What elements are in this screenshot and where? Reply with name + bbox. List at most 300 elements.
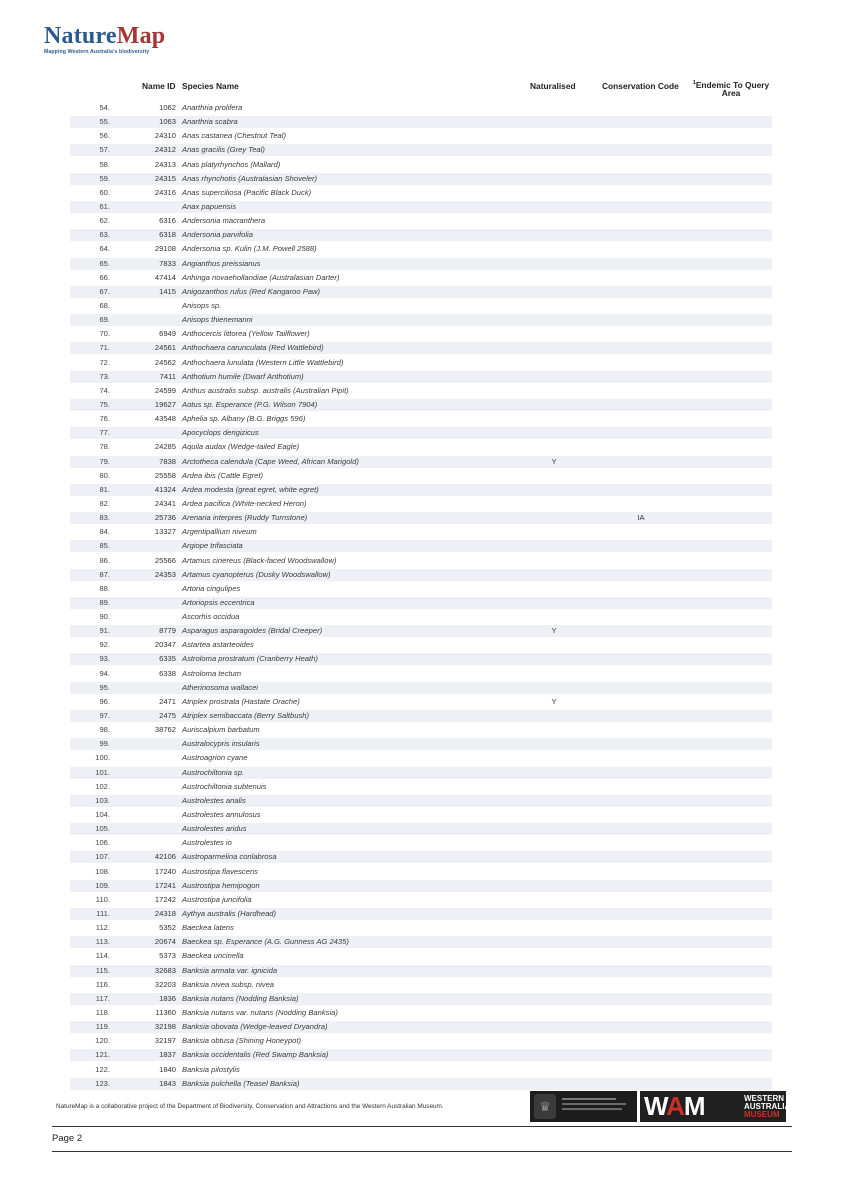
species-name-cell: Anas castanea (Chestnut Teal) <box>182 131 286 141</box>
name-id-cell: 25736 <box>154 513 176 523</box>
table-row <box>0 370 843 384</box>
row-number: 109. <box>95 880 110 890</box>
row-number: 76. <box>99 414 110 424</box>
table-row <box>0 285 843 299</box>
species-name-cell: Angianthus preissianus <box>182 258 261 268</box>
species-name-cell: Aythya australis (Hardhead) <box>182 909 277 919</box>
row-number: 61. <box>99 201 110 211</box>
table-row <box>0 921 843 935</box>
name-id-cell: 1415 <box>159 286 176 296</box>
row-number: 112. <box>95 923 110 933</box>
table-row <box>0 200 843 214</box>
name-id-cell: 1063 <box>159 117 176 127</box>
row-number: 72. <box>99 357 110 367</box>
table-row <box>0 1063 843 1077</box>
table-row <box>0 907 843 921</box>
table-row <box>0 610 843 624</box>
table-row <box>0 624 843 638</box>
species-name-cell: Banksia nutans var. nutans (Nodding Banksia) <box>182 1008 338 1017</box>
name-id-cell: 24313 <box>154 159 176 169</box>
table-row <box>0 992 843 1006</box>
table-row <box>0 398 843 412</box>
footer-note: NatureMap is a collaborative project of the Department of Biodiversity, Conservation and Attractions and the Western Australian Museum. <box>56 1103 444 1110</box>
row-number: 94. <box>99 668 110 678</box>
table-row <box>0 568 843 582</box>
table-row <box>0 440 843 454</box>
name-id-cell: 7833 <box>159 258 176 268</box>
name-id-cell: 7838 <box>159 456 176 466</box>
table-row <box>0 214 843 228</box>
species-name-cell: Artoriopsis eccentrica <box>182 597 255 607</box>
table-row <box>0 949 843 963</box>
species-name-cell: Atriplex semibaccata (Berry Saltbush) <box>182 711 310 721</box>
species-name-cell: Anas gracilis (Grey Teal) <box>182 145 265 155</box>
name-id-cell: 32198 <box>154 1022 176 1032</box>
species-name-cell: Astroloma prostratum (Cranberry Heath) <box>182 654 318 664</box>
row-number: 115. <box>95 965 110 975</box>
row-number: 74. <box>99 385 110 395</box>
species-name-cell: Austrostipa hemipogon <box>182 880 260 890</box>
row-number: 91. <box>99 626 110 636</box>
table-row <box>0 115 843 129</box>
table-row <box>0 709 843 723</box>
row-number: 96. <box>99 696 110 706</box>
row-shading <box>70 201 772 213</box>
table-row <box>0 158 843 172</box>
row-number: 55. <box>99 117 110 127</box>
species-name-cell: Baeckea uncinella <box>182 951 244 961</box>
row-number: 78. <box>99 442 110 452</box>
name-id-cell: 32197 <box>154 1036 176 1046</box>
species-name-cell: Anax papuensis <box>182 201 237 211</box>
row-number: 68. <box>99 300 110 310</box>
species-name-cell: Ardea pacifica (White-necked Heron) <box>182 498 307 508</box>
name-id-cell: 20674 <box>154 937 176 947</box>
name-id-cell: 24599 <box>154 385 176 395</box>
name-id-cell: 7411 <box>159 371 176 381</box>
naturalised-cell: Y <box>551 696 557 706</box>
row-number: 60. <box>99 187 110 197</box>
footer-divider-bottom <box>52 1151 792 1152</box>
table-row <box>0 695 843 709</box>
header-name-id: Name ID <box>142 81 176 91</box>
name-id-cell: 11360 <box>155 1008 176 1017</box>
row-number: 83. <box>99 513 110 523</box>
table-row <box>0 257 843 271</box>
name-id-cell: 1062 <box>159 103 176 112</box>
header-conservation-code: Conservation Code <box>602 81 679 91</box>
row-number: 107. <box>95 852 110 862</box>
species-name-cell: Andersonia parvifolia <box>182 230 253 240</box>
name-id-cell: 13327 <box>154 527 176 537</box>
name-id-cell: 25558 <box>154 470 176 480</box>
row-number: 123. <box>95 1078 110 1088</box>
row-number: 71. <box>99 343 110 353</box>
name-id-cell: 24353 <box>154 569 176 579</box>
table-row <box>0 313 843 327</box>
species-name-cell: Banksia occidentalis (Red Swamp Banksia) <box>182 1050 329 1060</box>
table-row <box>0 667 843 681</box>
name-id-cell: 47414 <box>154 272 176 282</box>
table-row <box>0 808 843 822</box>
table-row <box>0 638 843 652</box>
table-row <box>0 483 843 497</box>
name-id-cell: 24341 <box>154 498 176 508</box>
row-shading <box>70 314 772 326</box>
table-row <box>0 737 843 751</box>
species-name-cell: Artoria cingulipes <box>182 583 241 593</box>
table-row <box>0 766 843 780</box>
species-name-cell: Atriplex prostrata (Hastate Orache) <box>182 696 300 706</box>
table-row <box>0 978 843 992</box>
species-name-cell: Anthotium humile (Dwarf Anthotium) <box>182 371 304 381</box>
crest-icon: ♛ <box>534 1094 556 1119</box>
table-row <box>0 893 843 907</box>
name-id-cell: 20347 <box>154 640 176 650</box>
name-id-cell: 32683 <box>154 965 176 975</box>
row-shading <box>70 738 772 750</box>
table-row <box>0 836 843 850</box>
table-row <box>0 172 843 186</box>
name-id-cell: 24285 <box>154 442 176 452</box>
row-number: 86. <box>99 555 110 565</box>
row-number: 104. <box>95 810 110 820</box>
naturemap-logo <box>44 24 165 55</box>
species-name-cell: Austrostipa flavescens <box>182 866 258 876</box>
row-number: 87. <box>99 569 110 579</box>
table-row <box>0 341 843 355</box>
row-number: 66. <box>99 272 110 282</box>
species-name-cell: Anthochaera lunulata (Western Little Wattlebird) <box>182 357 344 367</box>
name-id-cell: 41324 <box>154 484 176 494</box>
species-name-cell: Andersonia macranthera <box>182 216 266 226</box>
row-number: 56. <box>99 131 110 141</box>
row-shading <box>70 540 772 552</box>
table-row <box>0 879 843 893</box>
name-id-cell: 1837 <box>159 1050 176 1060</box>
species-name-cell: Austroparmelina conlabrosa <box>182 852 277 862</box>
row-number: 101. <box>95 767 110 777</box>
species-name-cell: Anisops thienemanni <box>182 315 253 325</box>
row-number: 65. <box>99 258 110 268</box>
row-number: 84. <box>99 527 110 537</box>
name-id-cell: 6316 <box>159 216 176 226</box>
row-number: 120. <box>95 1036 110 1046</box>
dbca-logo <box>530 1091 637 1122</box>
table-row <box>0 101 843 115</box>
name-id-cell: 24316 <box>154 187 176 197</box>
endemic-footnote-marker: 1 <box>692 80 696 86</box>
name-id-cell: 29108 <box>154 244 176 254</box>
row-number: 95. <box>99 682 110 692</box>
species-name-cell: Ardea ibis (Cattle Egret) <box>182 470 264 480</box>
row-number: 99. <box>99 739 110 749</box>
row-number: 118. <box>95 1008 110 1017</box>
table-row <box>0 129 843 143</box>
row-shading <box>70 682 772 694</box>
footer-divider-top <box>52 1126 792 1127</box>
table-row <box>0 455 843 469</box>
row-number: 103. <box>95 795 110 805</box>
row-number: 79. <box>99 456 110 466</box>
table-row <box>0 426 843 440</box>
row-number: 117. <box>95 993 110 1003</box>
header-naturalised: Naturalised <box>530 81 576 91</box>
row-number: 98. <box>99 725 110 735</box>
table-header <box>0 81 843 103</box>
table-row <box>0 780 843 794</box>
table-row <box>0 511 843 525</box>
name-id-cell: 43548 <box>154 414 176 424</box>
row-number: 73. <box>99 371 110 381</box>
name-id-cell: 8779 <box>159 626 176 636</box>
table-row <box>0 582 843 596</box>
table-row <box>0 1006 843 1020</box>
table-row <box>0 356 843 370</box>
row-number: 81. <box>99 484 110 494</box>
species-name-cell: Anthochaera carunculata (Red Wattlebird) <box>182 343 324 353</box>
row-number: 110. <box>95 894 110 904</box>
species-name-cell: Banksia armata var. ignicida <box>182 965 278 975</box>
species-name-cell: Astroloma tectum <box>182 668 242 678</box>
row-number: 93. <box>99 654 110 664</box>
wam-line-3: MUSEUM <box>744 1110 780 1119</box>
name-id-cell: 24562 <box>154 357 176 367</box>
table-row <box>0 525 843 539</box>
species-name-cell: Atherinosoma wallacei <box>182 682 258 692</box>
species-name-cell: Auriscalpium barbatum <box>182 725 260 735</box>
wam-line-1: WESTERN <box>744 1094 784 1103</box>
row-number: 67. <box>99 286 110 296</box>
name-id-cell: 24312 <box>154 145 176 155</box>
species-name-cell: Anisops sp. <box>182 300 222 310</box>
name-id-cell: 32203 <box>154 979 176 989</box>
species-name-cell: Ardea modesta (great egret, white egret) <box>182 484 319 494</box>
species-name-cell: Anigozanthos rufus (Red Kangaroo Paw) <box>182 286 321 296</box>
table-row <box>0 539 843 553</box>
row-number: 70. <box>99 329 110 339</box>
row-number: 105. <box>95 824 110 834</box>
naturalised-cell: Y <box>551 456 557 466</box>
page-number: Page 2 <box>52 1133 83 1144</box>
row-number: 63. <box>99 230 110 240</box>
header-endemic-line2: Area <box>721 88 741 98</box>
table-row <box>0 1077 843 1091</box>
species-name-cell: Arenaria interpres (Ruddy Turnstone) <box>182 513 308 523</box>
row-number: 82. <box>99 498 110 508</box>
row-number: 100. <box>95 753 110 763</box>
wam-logo-text <box>744 1095 796 1119</box>
row-number: 77. <box>99 428 110 438</box>
table-row <box>0 1020 843 1034</box>
species-name-cell: Ascorhis occidua <box>182 612 240 622</box>
wam-line-2: AUSTRALIAN <box>744 1102 796 1111</box>
species-name-cell: Australocypris insularis <box>182 739 260 749</box>
name-id-cell: 1843 <box>159 1078 176 1088</box>
row-number: 54. <box>99 103 110 112</box>
row-number: 58. <box>99 159 110 169</box>
species-name-cell: Austrochiltonia sp. <box>182 767 245 777</box>
conservation-code-cell: IA <box>637 513 645 523</box>
table-row <box>0 412 843 426</box>
table-row <box>0 751 843 765</box>
dbca-logo-text <box>562 1096 634 1110</box>
row-number: 90. <box>99 612 110 622</box>
species-name-cell: Andersonia sp. Kulin (J.M. Powell 2588) <box>182 244 317 254</box>
row-number: 92. <box>99 640 110 650</box>
species-name-cell: Aquila audax (Wedge-tailed Eagle) <box>182 442 300 452</box>
row-shading <box>70 767 772 779</box>
name-id-cell: 24315 <box>154 173 176 183</box>
name-id-cell: 2475 <box>159 711 176 721</box>
name-id-cell: 24561 <box>154 343 176 353</box>
species-name-cell: Austrolestes annulosus <box>182 810 261 820</box>
table-row <box>0 497 843 511</box>
species-name-cell: Austrolestes io <box>182 838 232 848</box>
row-number: 64. <box>99 244 110 254</box>
species-name-cell: Anhinga novaehollandiae (Australasian Darter) <box>182 272 340 282</box>
species-name-cell: Austrochiltonia subtenuis <box>182 781 267 791</box>
table-row <box>0 228 843 242</box>
name-id-cell: 5373 <box>159 951 176 961</box>
species-name-cell: Artamus cinereus (Black-faced Woodswallow) <box>182 555 337 565</box>
row-number: 119. <box>95 1022 110 1032</box>
species-name-cell: Anas platyrhynchos (Mallard) <box>182 159 281 169</box>
species-name-cell: Aphelia sp. Albany (B.G. Briggs 596) <box>182 414 306 424</box>
logo-tagline: Mapping Western Australia's biodiversity <box>44 49 150 55</box>
table-row <box>0 1034 843 1048</box>
species-name-cell: Asparagus asparagoides (Bridal Creeper) <box>182 626 323 636</box>
table-row <box>0 850 843 864</box>
table-row <box>0 554 843 568</box>
naturalised-cell: Y <box>551 626 557 636</box>
table-row <box>0 723 843 737</box>
row-number: 97. <box>99 711 110 721</box>
row-number: 75. <box>99 399 110 409</box>
species-name-cell: Banksia nivea subsp. nivea <box>182 979 275 989</box>
name-id-cell: 6335 <box>159 654 176 664</box>
row-number: 62. <box>99 216 110 226</box>
species-name-cell: Apocyclops dengizicus <box>182 428 259 438</box>
name-id-cell: 6318 <box>159 230 176 240</box>
name-id-cell: 38762 <box>154 725 176 735</box>
row-number: 121. <box>95 1050 110 1060</box>
species-name-cell: Austroagrion cyane <box>182 753 248 763</box>
header-endemic <box>688 81 774 97</box>
species-name-cell: Anas rhynchotis (Australasian Shoveler) <box>182 173 318 183</box>
name-id-cell: 1840 <box>159 1064 176 1074</box>
name-id-cell: 17241 <box>154 880 176 890</box>
row-shading <box>70 823 772 835</box>
header-species-name: Species Name <box>182 81 239 91</box>
table-row <box>0 143 843 157</box>
species-name-cell: Anas superciliosa (Pacific Black Duck) <box>182 187 312 197</box>
table-row <box>0 271 843 285</box>
row-shading <box>70 427 772 439</box>
species-name-cell: Banksia pilostylis <box>182 1064 240 1074</box>
name-id-cell: 17242 <box>154 894 176 904</box>
table-row <box>0 964 843 978</box>
species-name-cell: Aotus sp. Esperance (P.G. Wilson 7904) <box>182 399 318 409</box>
row-number: 122. <box>95 1064 110 1074</box>
row-number: 89. <box>99 597 110 607</box>
row-number: 114. <box>95 951 110 961</box>
name-id-cell: 25566 <box>154 555 176 565</box>
name-id-cell: 17240 <box>154 866 176 876</box>
species-name-cell: Austrolestes analis <box>182 795 246 805</box>
header-endemic-line1: Endemic To Query <box>695 80 770 90</box>
row-number: 57. <box>99 145 110 155</box>
row-number: 106. <box>95 838 110 848</box>
table-row <box>0 794 843 808</box>
table-row <box>0 822 843 836</box>
name-id-cell: 24318 <box>154 909 176 919</box>
species-name-cell: Artamus cyanopterus (Dusky Woodswallow) <box>182 569 331 579</box>
row-number: 113. <box>95 937 110 947</box>
row-number: 116. <box>95 979 110 989</box>
row-number: 102. <box>95 781 110 791</box>
name-id-cell: 6949 <box>159 329 176 339</box>
table-row <box>0 299 843 313</box>
table-row <box>0 384 843 398</box>
name-id-cell: 24310 <box>154 131 176 141</box>
table-row <box>0 681 843 695</box>
species-name-cell: Argiope trifasciata <box>182 541 243 551</box>
table-row <box>0 186 843 200</box>
table-row <box>0 469 843 483</box>
name-id-cell: 19627 <box>154 399 176 409</box>
species-name-cell: Astartea astarteoides <box>182 640 254 650</box>
species-name-cell: Banksia obtusa (Shining Honeypot) <box>182 1036 302 1046</box>
species-name-cell: Austrostipa juncifolia <box>182 894 252 904</box>
species-name-cell: Banksia nutans (Nodding Banksia) <box>182 993 299 1003</box>
species-name-cell: Austrolestes aridus <box>182 824 247 834</box>
species-name-cell: Banksia pulchella (Teasel Banksia) <box>182 1078 300 1088</box>
species-name-cell: Banksia obovata (Wedge-leaved Dryandra) <box>182 1022 328 1032</box>
wam-monogram-icon: WAM <box>644 1091 705 1121</box>
row-number: 85. <box>99 541 110 551</box>
species-name-cell: Baeckea latens <box>182 923 234 933</box>
row-shading <box>70 597 772 609</box>
name-id-cell: 2471 <box>159 696 176 706</box>
name-id-cell: 1836 <box>159 993 176 1003</box>
table-row <box>0 935 843 949</box>
species-name-cell: Anthocercis littorea (Yellow Tailflower) <box>182 329 310 339</box>
species-table <box>0 101 843 1091</box>
species-name-cell: Baeckea sp. Esperance (A.G. Gunness AG 2435) <box>182 937 349 947</box>
row-number: 111. <box>96 909 110 919</box>
species-name-cell: Anarthria scabra <box>182 117 238 127</box>
row-shading <box>70 795 772 807</box>
species-name-cell: Anarthria prolifera <box>182 103 243 112</box>
species-name-cell: Anthus australis subsp. australis (Australian Pipit) <box>182 385 349 395</box>
name-id-cell: 42106 <box>154 852 176 862</box>
name-id-cell: 6338 <box>159 668 176 678</box>
row-number: 108. <box>95 866 110 876</box>
row-number: 59. <box>99 173 110 183</box>
table-row <box>0 327 843 341</box>
logo-wordmark <box>44 24 165 48</box>
species-name-cell: Arctotheca calendula (Cape Weed, African Marigold) <box>182 456 359 466</box>
table-row <box>0 865 843 879</box>
logo-word-map: Map <box>116 23 166 49</box>
table-row <box>0 242 843 256</box>
name-id-cell: 5352 <box>159 923 176 933</box>
logo-word-nature: Nature <box>44 23 117 49</box>
wam-logo <box>640 1091 796 1122</box>
row-number: 80. <box>99 470 110 480</box>
row-number: 88. <box>99 583 110 593</box>
